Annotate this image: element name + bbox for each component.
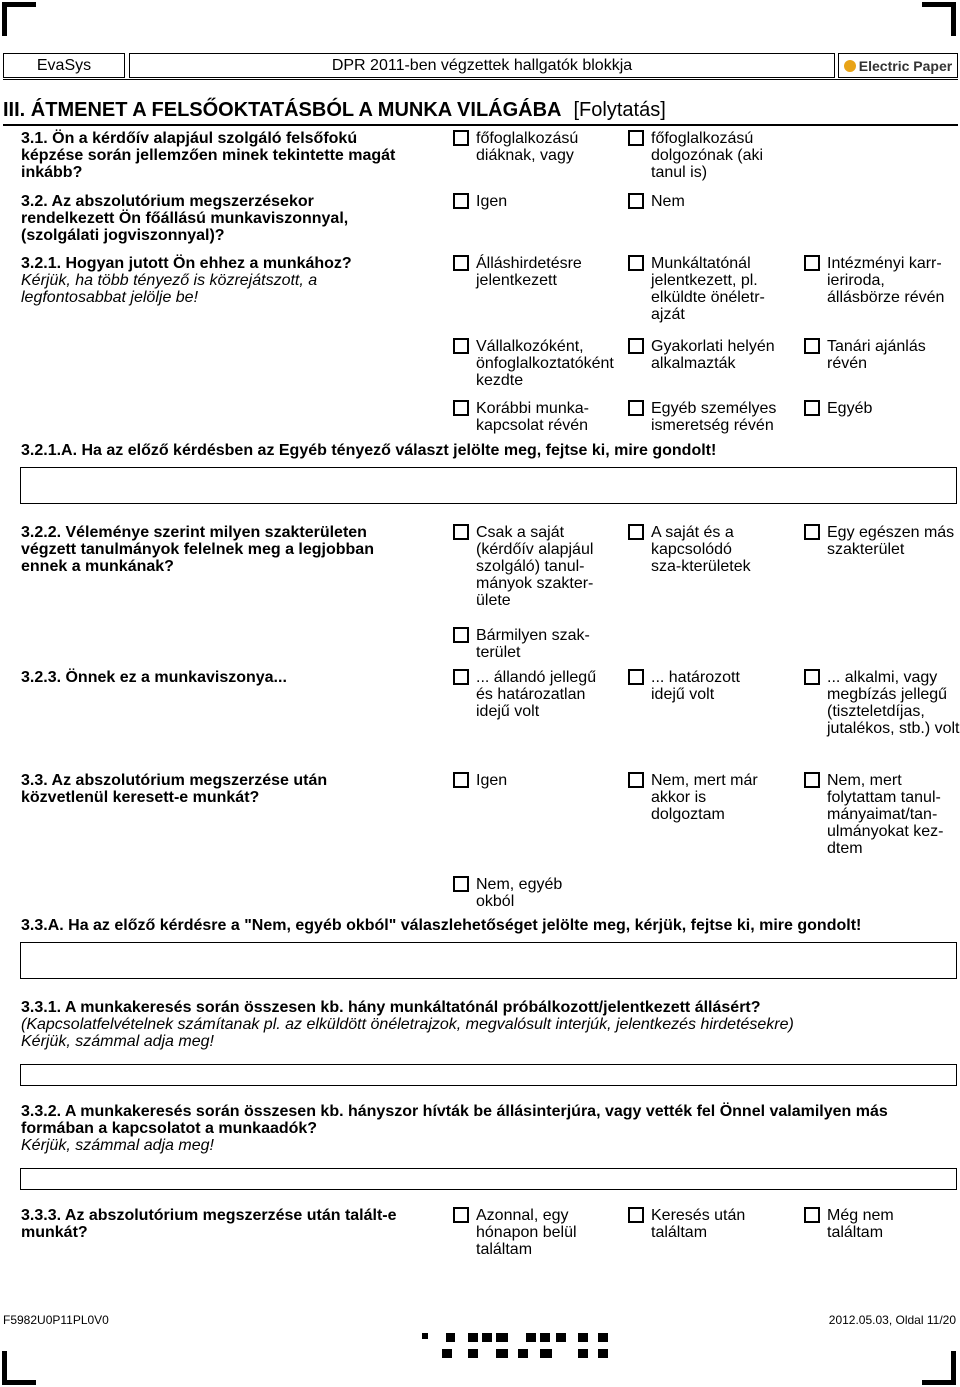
checkbox[interactable]	[628, 524, 644, 540]
question-3-2-1-text: 3.2.1. Hogyan jutott Ön ehhez a munkához?	[21, 255, 352, 272]
question-3-3-2-instruction: Kérjük, számmal adja meg!	[21, 1137, 214, 1154]
question-3-3-1-instruction: Kérjük, számmal adja meg!	[21, 1033, 214, 1050]
checkbox[interactable]	[628, 400, 644, 416]
question-3-3-1-text: 3.3.1. A munkakeresés során összesen kb. hány munkáltatónál próbálkozott/jelentkezett állásért?	[21, 999, 761, 1016]
checkbox[interactable]	[628, 130, 644, 146]
checkbox[interactable]	[453, 1207, 469, 1223]
section-continued: [Folytatás]	[573, 99, 666, 121]
number-field-q331[interactable]	[20, 1064, 957, 1086]
checkbox[interactable]	[804, 338, 820, 354]
checkbox[interactable]	[804, 400, 820, 416]
checkbox[interactable]	[453, 130, 469, 146]
question-3-3-2	[21, 1103, 956, 1154]
question-3-3-1	[21, 999, 951, 1050]
checkbox[interactable]	[628, 193, 644, 209]
checkbox[interactable]	[628, 669, 644, 685]
question-3-3-a: 3.3.A. Ha az előző kérdésre a "Nem, egyéb okból" válaszlehetőséget jelölte meg, kérjük, fejtse ki, mire gondolt!	[21, 917, 862, 934]
corner-mark-tl	[2, 2, 36, 7]
corner-mark-br	[951, 1351, 956, 1385]
question-3-2-1	[21, 255, 401, 306]
text-field-q33a[interactable]	[20, 942, 957, 979]
question-3-2: 3.2. Az abszolutórium megszerzésekor rendelkezett Ön főállású munkaviszonnyal, (szolgálati jogviszonnyal)?	[21, 193, 349, 244]
question-3-3-2-text: 3.3.2. A munkakeresés során összesen kb. hányszor hívták be állásinterjúra, vagy vették fel Önnel valamilyen más formában a kapcsolatot a munkaadók?	[21, 1103, 888, 1137]
question-3-3-3: 3.3.3. Az abszolutórium megszerzése után talált-e munkát?	[21, 1207, 397, 1241]
checkbox[interactable]	[453, 524, 469, 540]
corner-mark-tr	[951, 2, 956, 36]
section-title: III. ÁTMENET A FELSŐOKTATÁSBÓL A MUNKA VILÁGÁBA [Folytatás]	[3, 99, 666, 121]
checkbox[interactable]	[453, 338, 469, 354]
question-3-3-1-note: (Kapcsolatfelvételnek számítanak pl. az elküldött önéletrajzok, megvalósult interjúk, jelentkezés hirdetésekre)	[21, 1016, 794, 1033]
header-survey-title: DPR 2011-ben végzettek hallgatók blokkja	[129, 53, 835, 78]
section-divider	[3, 124, 958, 126]
checkbox[interactable]	[628, 1207, 644, 1223]
logo-text: Electric Paper	[858, 58, 953, 74]
header-logo	[838, 53, 958, 78]
header-bar	[3, 53, 958, 80]
checkbox[interactable]	[453, 669, 469, 685]
checkbox[interactable]	[453, 255, 469, 271]
text-field-q321a[interactable]	[20, 467, 957, 504]
header-app-name: EvaSys	[3, 53, 125, 78]
checkbox[interactable]	[453, 400, 469, 416]
question-3-2-1-a: 3.2.1.A. Ha az előző kérdésben az Egyéb tényező választ jelölte meg, fejtse ki, mire gondolt!	[21, 442, 717, 459]
question-3-2-2: 3.2.2. Véleménye szerint milyen szakterületen végzett tanulmányok felelnek meg a legjobban ennek a munkának?	[21, 524, 374, 575]
checkbox[interactable]	[453, 193, 469, 209]
corner-mark-bl	[2, 1351, 7, 1385]
question-3-3: 3.3. Az abszolutórium megszerzése után közvetlenül keresett-e munkát?	[21, 772, 328, 806]
checkbox[interactable]	[804, 524, 820, 540]
question-3-2-3: 3.2.3. Önnek ez a munkaviszonya...	[21, 669, 287, 686]
number-field-q332[interactable]	[20, 1168, 957, 1190]
checkbox[interactable]	[804, 255, 820, 271]
question-3-2-1-note: Kérjük, ha több tényező is közrejátszott, a legfontosabbat jelölje be!	[21, 272, 318, 306]
checkbox[interactable]	[804, 1207, 820, 1223]
page-info: 2012.05.03, Oldal 11/20	[828, 1313, 956, 1327]
checkbox[interactable]	[453, 876, 469, 892]
checkbox[interactable]	[804, 772, 820, 788]
checkbox[interactable]	[628, 255, 644, 271]
checkbox[interactable]	[628, 338, 644, 354]
checkbox[interactable]	[453, 772, 469, 788]
form-code: F5982U0P11PL0V0	[3, 1313, 109, 1327]
logo-icon	[844, 60, 856, 72]
question-3-1: 3.1. Ön a kérdőív alapjául szolgáló felsőfokú képzése során jellemzően minek tekintette magát inkább?	[21, 130, 396, 181]
corner-mark-bl	[2, 1380, 36, 1385]
checkbox[interactable]	[804, 669, 820, 685]
checkbox[interactable]	[453, 627, 469, 643]
checkbox[interactable]	[628, 772, 644, 788]
corner-mark-tl	[2, 2, 7, 36]
